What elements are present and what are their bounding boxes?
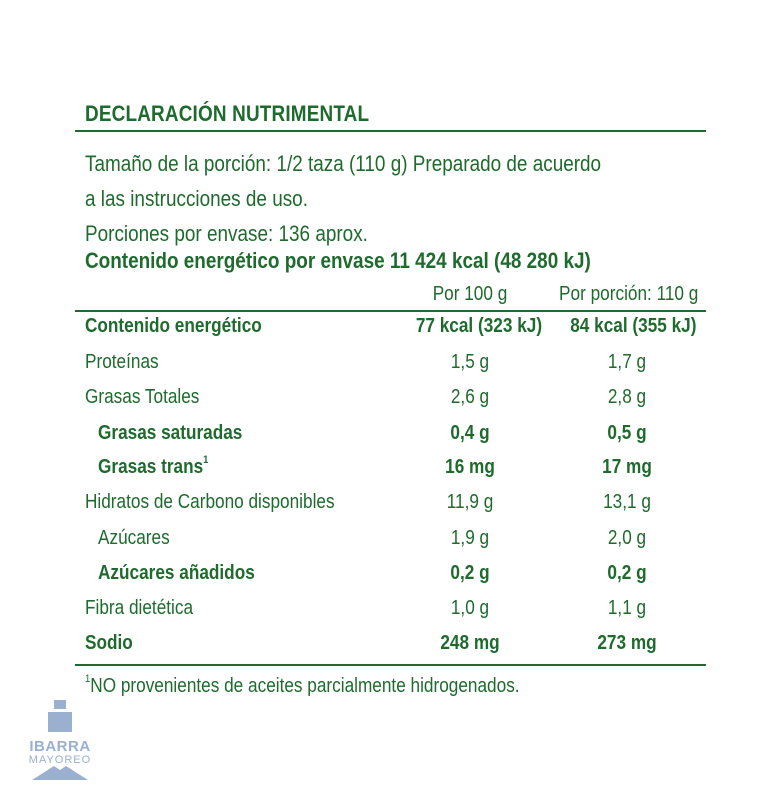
column-header-per-100g: Por 100 g bbox=[432, 283, 508, 305]
row-label: Grasas saturadas bbox=[98, 422, 243, 444]
row-label: Azúcares añadidos bbox=[98, 562, 255, 584]
serving-line-1: Tamaño de la porción: 1/2 taza (110 g) Preparado de acuerdo bbox=[85, 151, 602, 176]
table-row bbox=[75, 491, 706, 526]
table-row bbox=[75, 562, 706, 597]
value-per-serving: 2,0 g bbox=[607, 527, 647, 549]
value-per-serving: 1,1 g bbox=[607, 597, 647, 619]
value-per-100g: 1,0 g bbox=[450, 597, 490, 619]
footnote-marker: 1 bbox=[85, 673, 91, 685]
value-per-serving: 13,1 g bbox=[603, 491, 651, 513]
table-row bbox=[75, 632, 706, 667]
row-label: Hidratos de Carbono disponibles bbox=[85, 491, 335, 513]
table-row bbox=[75, 456, 706, 491]
serving-info bbox=[85, 146, 601, 251]
row-label: Grasas Totales bbox=[85, 386, 200, 408]
row-label-with-footnote bbox=[98, 456, 208, 479]
row-label: Proteínas bbox=[85, 351, 159, 373]
value-per-100g: 2,6 g bbox=[450, 386, 490, 408]
value-per-100g: 0,4 g bbox=[450, 422, 490, 444]
energy-per-package: Contenido energético por envase 11 424 kcal (48 280 kJ) bbox=[85, 248, 591, 273]
value-per-serving: 84 kcal (355 kJ) bbox=[570, 315, 697, 337]
logo-legs-icon bbox=[18, 766, 102, 780]
value-per-serving: 17 mg bbox=[602, 456, 652, 478]
column-header-per-serving: Por porción: 110 g bbox=[559, 283, 699, 305]
row-label: Azúcares bbox=[98, 527, 170, 549]
footnote-marker: 1 bbox=[203, 454, 209, 466]
header-rule bbox=[75, 310, 706, 312]
value-per-100g: 11,9 g bbox=[446, 491, 494, 513]
panel-title: DECLARACIÓN NUTRIMENTAL bbox=[85, 101, 370, 126]
value-per-100g: 0,2 g bbox=[450, 562, 490, 584]
footnote bbox=[85, 675, 520, 698]
value-per-100g: 1,5 g bbox=[450, 351, 490, 373]
value-per-100g: 248 mg bbox=[440, 632, 500, 654]
table-row bbox=[75, 597, 706, 632]
footnote-text: NO provenientes de aceites parcialmente hidrogenados. bbox=[90, 675, 520, 697]
table-row bbox=[75, 315, 706, 350]
table-row bbox=[75, 527, 706, 562]
ibarra-logo bbox=[18, 700, 102, 780]
logo-brand-text: IBARRA bbox=[29, 738, 91, 755]
table-row bbox=[75, 386, 706, 421]
logo-sub-text: MAYOREO bbox=[28, 754, 92, 766]
value-per-serving: 0,5 g bbox=[607, 422, 647, 444]
top-rule bbox=[75, 130, 706, 132]
row-label: Fibra dietética bbox=[85, 597, 194, 619]
value-per-100g: 16 mg bbox=[445, 456, 495, 478]
value-per-100g: 1,9 g bbox=[450, 527, 490, 549]
bottom-rule bbox=[75, 664, 706, 666]
value-per-serving: 273 mg bbox=[597, 632, 657, 654]
person-icon bbox=[18, 700, 102, 740]
value-per-serving: 0,2 g bbox=[607, 562, 647, 584]
servings-per-package: Porciones por envase: 136 aprox. bbox=[85, 221, 368, 246]
value-per-serving: 2,8 g bbox=[607, 386, 647, 408]
row-label: Sodio bbox=[85, 632, 133, 654]
value-per-100g: 77 kcal (323 kJ) bbox=[415, 315, 543, 337]
table-row bbox=[75, 351, 706, 386]
table-row bbox=[75, 422, 706, 457]
row-label: Grasas trans bbox=[98, 456, 204, 478]
value-per-serving: 1,7 g bbox=[607, 351, 647, 373]
serving-line-2: a las instrucciones de uso. bbox=[85, 186, 308, 211]
row-label: Contenido energético bbox=[85, 315, 262, 337]
